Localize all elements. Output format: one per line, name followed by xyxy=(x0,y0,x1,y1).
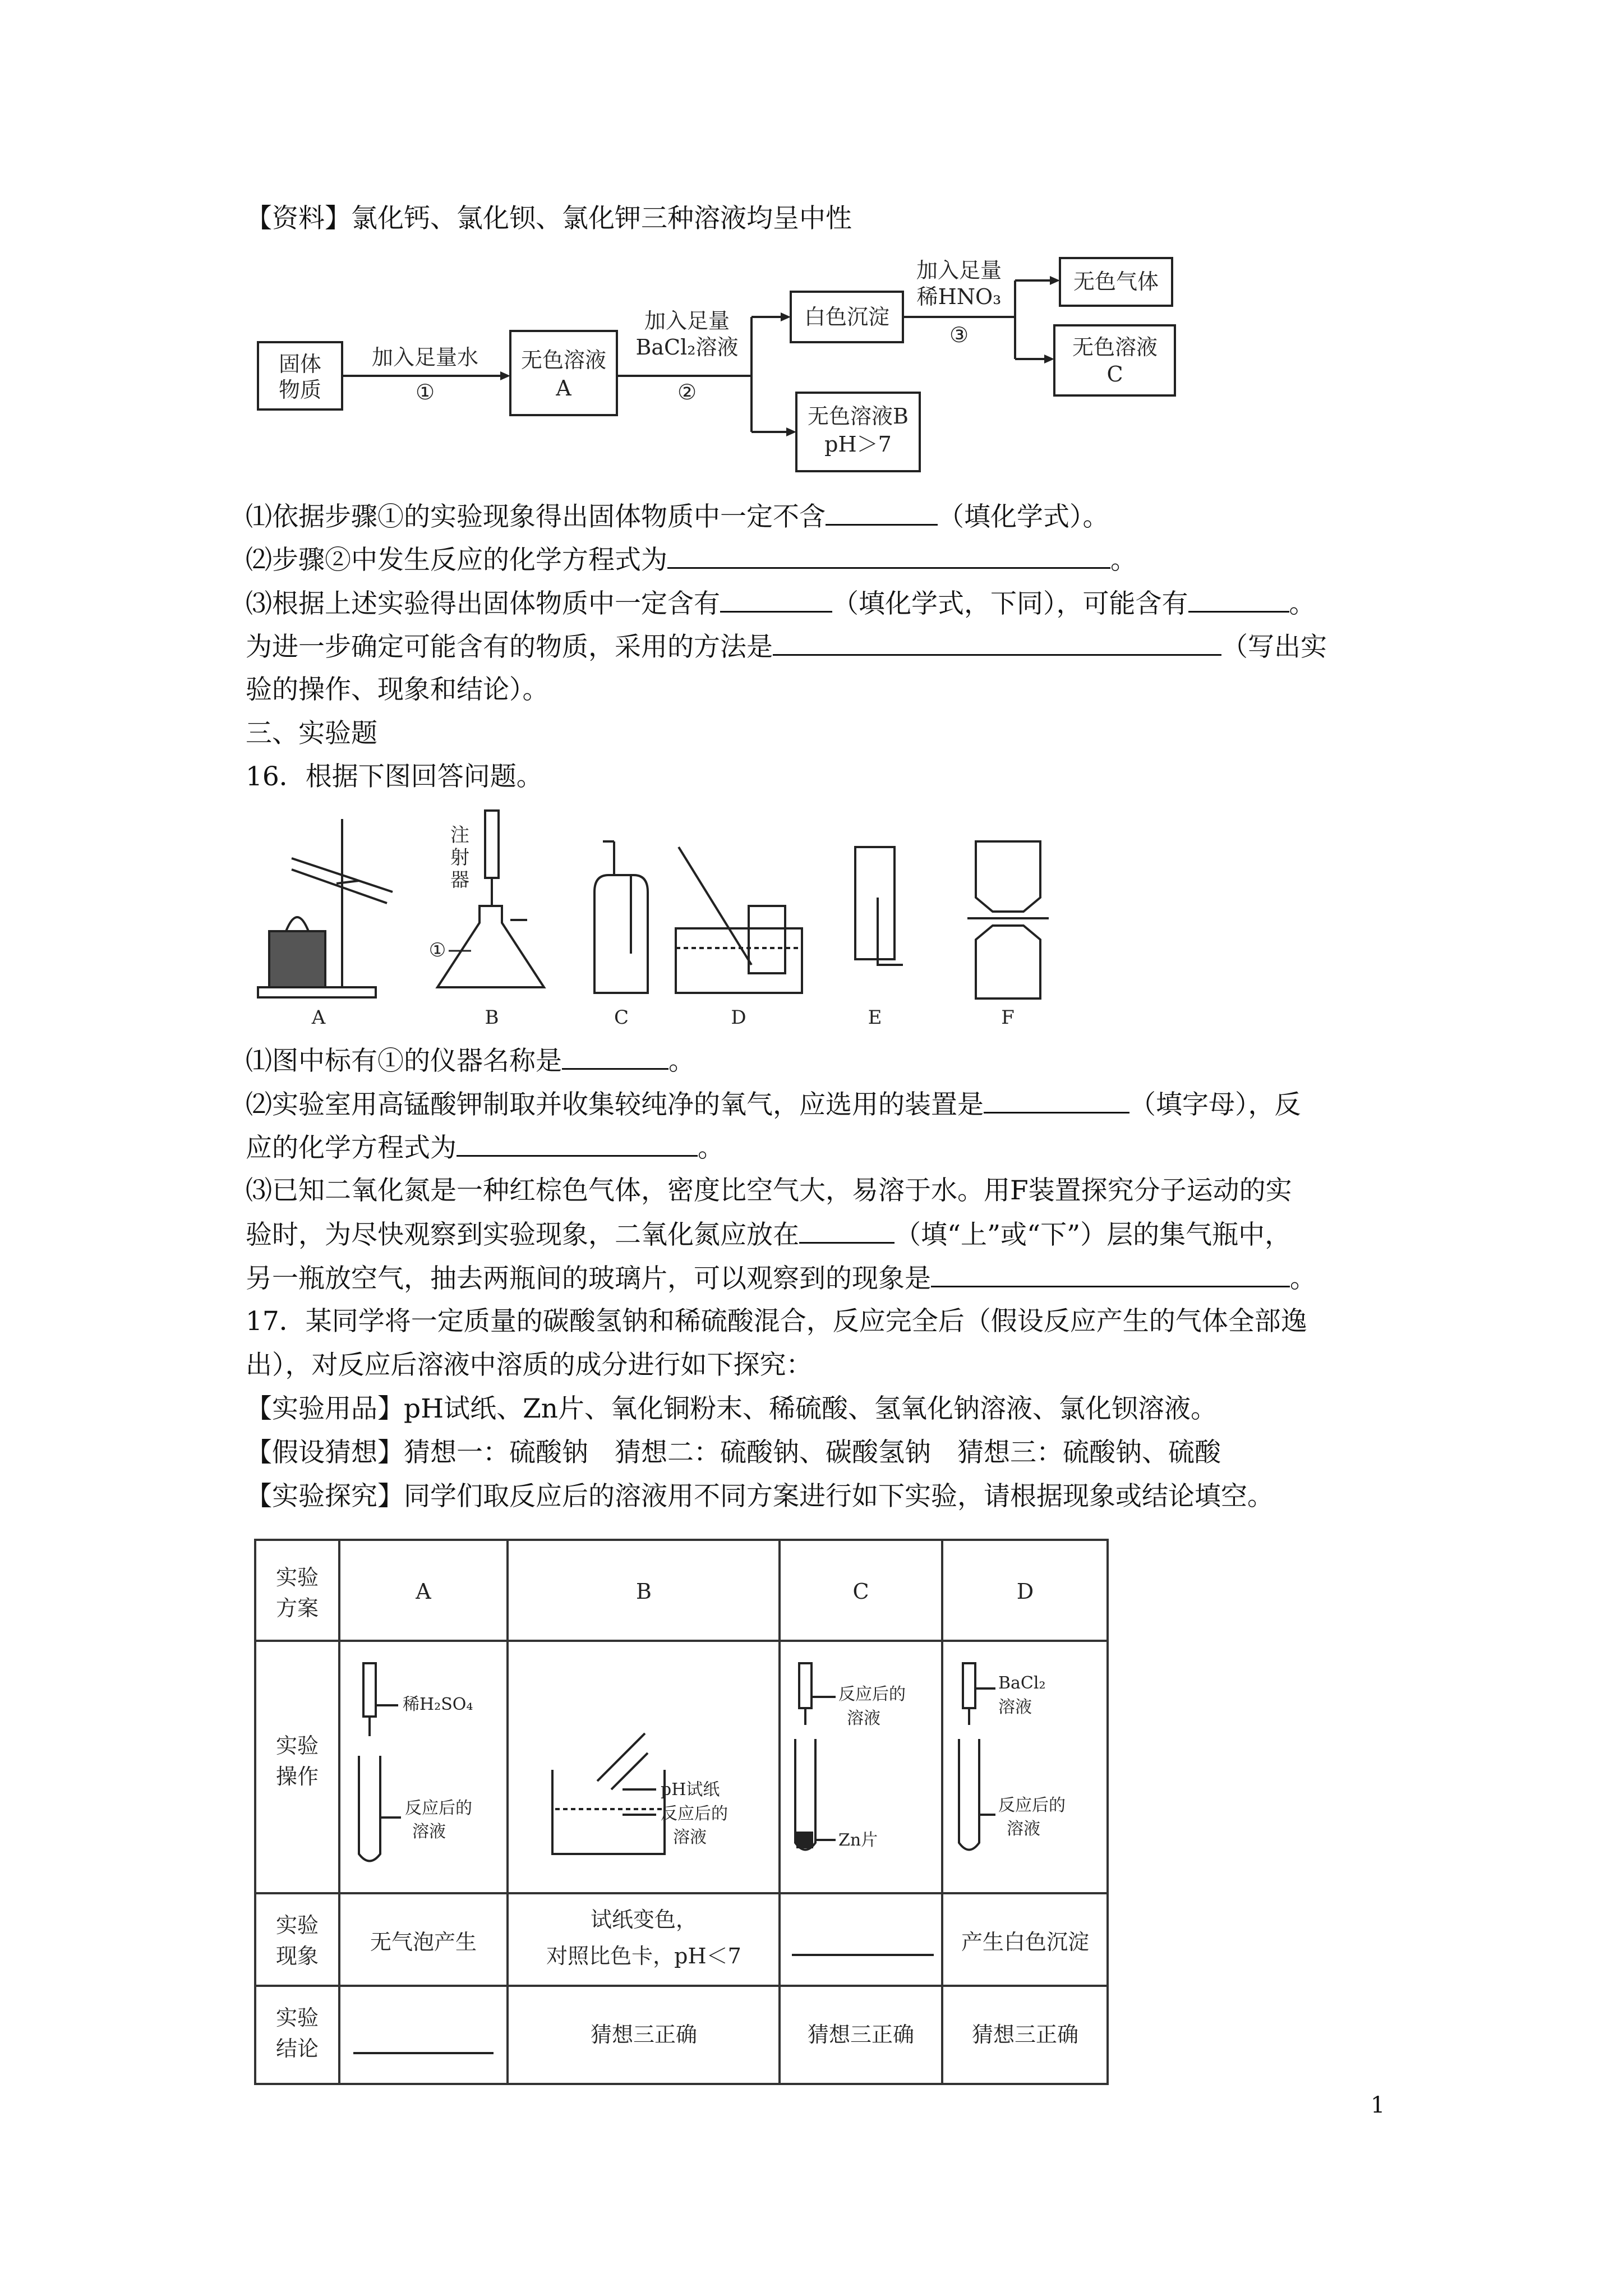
q16-blank4[interactable] xyxy=(799,1217,895,1244)
q15-part4: 为进一步确定可能含有的物质，采用的方法是 （写出实 xyxy=(246,629,1327,664)
q16-title: 16．根据下图回答问题。 xyxy=(246,761,543,792)
q16-blank5[interactable] xyxy=(931,1261,1290,1287)
row-head-conclusion-1: 实验 xyxy=(275,2005,319,2030)
conclusion-c: 猜想三正确 xyxy=(807,2022,915,2047)
conclusion-b: 猜想三正确 xyxy=(590,2022,698,2047)
experiment-table xyxy=(252,1537,1116,2092)
q15-part5: 验的操作、现象和结论）。 xyxy=(246,674,549,705)
syringe-char-3: 器 xyxy=(450,869,469,891)
phenomenon-d: 产生白色沉淀 xyxy=(961,1930,1090,1954)
q15-blank2[interactable] xyxy=(667,542,1110,569)
box-solution-a xyxy=(510,331,617,415)
row-head-phenomenon-2: 现象 xyxy=(275,1944,319,1968)
add-water-label: 加入足量水 xyxy=(371,345,479,370)
add-hno3-label-2: 稀HNO₃ xyxy=(916,284,1002,309)
op-a-label-1: 稀H₂SO₄ xyxy=(403,1695,473,1714)
op-b-label-1: pH试纸 xyxy=(661,1780,720,1800)
col-head-b: B xyxy=(636,1579,652,1604)
row-head-operation-1: 实验 xyxy=(275,1733,319,1758)
row-head-scheme-2: 方案 xyxy=(275,1596,319,1621)
q17-materials: 【实验用品】pH试纸、Zn片、氧化铜粉末、稀硫酸、氢氧化钠溶液、氯化钡溶液。 xyxy=(246,1393,1217,1424)
solution-b-label-2: pH＞7 xyxy=(824,432,892,457)
op-d-label-2: 溶液 xyxy=(998,1697,1032,1717)
q17-exploration: 【实验探究】同学们取反应后的溶液用不同方案进行如下实验，请根据现象或结论填空。 xyxy=(246,1481,1274,1512)
q17-line2: 出），对反应后溶液中溶质的成分进行如下探究： xyxy=(246,1350,813,1381)
op-b-label-3: 溶液 xyxy=(673,1828,707,1847)
circle-1-marker: ① xyxy=(428,939,446,961)
row-head-conclusion-2: 结论 xyxy=(275,2036,319,2061)
step1-label: ① xyxy=(415,380,435,404)
col-head-a: A xyxy=(416,1579,431,1604)
add-bacl2-label-1: 加入足量 xyxy=(644,309,730,333)
q17-line1: 17．某同学将一定质量的碳酸氢钠和稀硫酸混合，反应完全后（假设反应产生的气体全部逸 xyxy=(246,1306,1307,1337)
op-c-label-1: 反应后的 xyxy=(838,1685,906,1704)
row-head-operation-2: 操作 xyxy=(275,1764,319,1789)
row-head-phenomenon-1: 实验 xyxy=(275,1913,319,1938)
q16-part1: ⑴图中标有①的仪器名称是 。 xyxy=(246,1043,695,1078)
step3-label: ③ xyxy=(949,323,969,347)
q16-part5: 验时，为尽快观察到实验现象，二氧化氮应放在 （填“上”或“下”）层的集气瓶中， xyxy=(246,1217,1291,1252)
gas-label: 无色气体 xyxy=(1073,269,1159,294)
col-head-d: D xyxy=(1016,1579,1034,1604)
q15-blank3[interactable] xyxy=(720,586,832,613)
add-hno3-label-1: 加入足量 xyxy=(916,258,1002,283)
q15-blank4[interactable] xyxy=(1188,586,1289,613)
solid-label-1: 固体 xyxy=(278,352,322,376)
step2-label: ② xyxy=(677,380,697,404)
app-label-e: E xyxy=(868,1006,882,1029)
phenomenon-b-2: 对照比色卡，pH＜7 xyxy=(546,1944,741,1968)
q16-blank3[interactable] xyxy=(457,1130,698,1157)
flowchart-diagram xyxy=(247,252,1195,482)
white-ppt-label: 白色沉淀 xyxy=(804,305,890,329)
q16-blank2[interactable] xyxy=(984,1087,1129,1114)
apparatus-figure xyxy=(247,808,1066,1032)
page-number: 1 xyxy=(1371,2092,1385,2118)
info-line: 【资料】氯化钙、氯化钡、氯化钾三种溶液均呈中性 xyxy=(246,203,852,234)
solution-c-label-1: 无色溶液 xyxy=(1072,335,1158,360)
solution-c-label-2: C xyxy=(1106,362,1123,386)
op-d-label-1: BaCl₂ xyxy=(998,1673,1046,1693)
section-heading: 三、实验题 xyxy=(246,718,377,749)
q16-blank1[interactable] xyxy=(562,1043,668,1070)
syringe-char-1: 注 xyxy=(450,824,469,846)
phenomenon-b-1: 试纸变色， xyxy=(590,1907,698,1932)
col-head-c: C xyxy=(852,1579,869,1604)
solution-a-label-2: A xyxy=(556,376,571,401)
add-bacl2-label-2: BaCl₂溶液 xyxy=(635,335,739,360)
op-b-label-2: 反应后的 xyxy=(661,1804,728,1824)
app-label-a: A xyxy=(311,1006,326,1029)
q15-part2: ⑵步骤②中发生反应的化学方程式为 。 xyxy=(246,542,1137,577)
solution-a-label-1: 无色溶液 xyxy=(520,348,607,372)
op-a-label-3: 溶液 xyxy=(412,1822,446,1842)
q16-part6: 另一瓶放空气，抽去两瓶间的玻璃片，可以观察到的现象是 。 xyxy=(246,1261,1316,1296)
q17-hypotheses: 【假设猜想】猜想一：硫酸钠 猜想二：硫酸钠、碳酸氢钠 猜想三：硫酸钠、硫酸 xyxy=(246,1437,1221,1468)
op-d-label-4: 溶液 xyxy=(1007,1819,1040,1839)
solution-b-label-1: 无色溶液B xyxy=(808,404,909,429)
q15-blank1[interactable] xyxy=(826,499,938,526)
conclusion-d: 猜想三正确 xyxy=(971,2022,1079,2047)
q16-part3: 应的化学方程式为 。 xyxy=(246,1130,724,1165)
op-c-label-3: Zn片 xyxy=(838,1830,878,1850)
app-label-f: F xyxy=(1001,1006,1015,1029)
q15-blank5[interactable] xyxy=(773,629,1221,656)
solid-label-2: 物质 xyxy=(278,378,322,402)
q16-part4: ⑶已知二氧化氮是一种红棕色气体，密度比空气大，易溶于水。用F装置探究分子运动的实 xyxy=(246,1175,1292,1206)
syringe-char-2: 射 xyxy=(450,846,469,869)
op-c-label-2: 溶液 xyxy=(847,1709,880,1728)
op-a-label-2: 反应后的 xyxy=(405,1798,472,1818)
app-label-b: B xyxy=(485,1006,499,1029)
app-label-d: D xyxy=(731,1006,746,1029)
op-d-label-3: 反应后的 xyxy=(998,1796,1066,1815)
q16-part2: ⑵实验室用高锰酸钾制取并收集较纯净的氧气，应选用的装置是 （填字母），反 xyxy=(246,1087,1301,1122)
q15-part1: ⑴依据步骤①的实验现象得出固体物质中一定不含 （填化学式）。 xyxy=(246,499,1109,534)
row-head-scheme-1: 实验 xyxy=(275,1565,319,1590)
phenomenon-a: 无气泡产生 xyxy=(370,1930,477,1954)
q15-part3: ⑶根据上述实验得出固体物质中一定含有 （填化学式，下同），可能含有 。 xyxy=(246,586,1316,621)
app-label-c: C xyxy=(614,1006,629,1029)
